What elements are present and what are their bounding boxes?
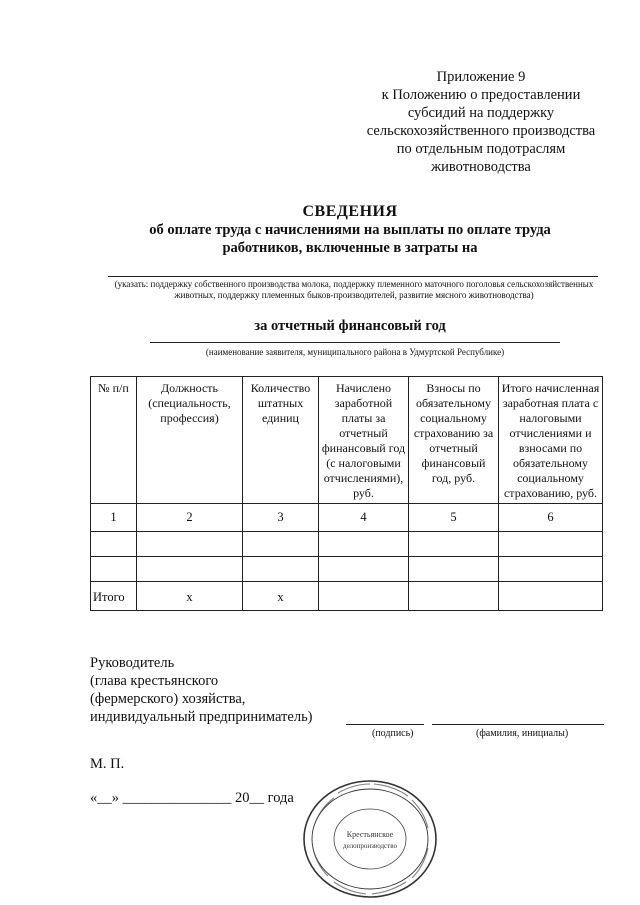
table-cell[interactable] bbox=[243, 557, 319, 582]
total-cell[interactable] bbox=[409, 582, 499, 611]
total-cell[interactable] bbox=[319, 582, 409, 611]
column-number-row bbox=[91, 504, 603, 532]
table-cell[interactable] bbox=[137, 557, 243, 582]
header-cell: Количество штатных единиц bbox=[243, 377, 319, 504]
column-number: 5 bbox=[409, 504, 499, 532]
table-cell[interactable] bbox=[499, 557, 603, 582]
table-row bbox=[91, 557, 603, 582]
column-number: 4 bbox=[319, 504, 409, 532]
appendix-line: животноводства bbox=[431, 159, 531, 175]
table-cell[interactable] bbox=[319, 557, 409, 582]
header-cell: Должность (специальность, профессия) bbox=[137, 377, 243, 504]
fill-line bbox=[108, 276, 598, 277]
column-number: 6 bbox=[499, 504, 603, 532]
salary-table bbox=[90, 376, 603, 611]
table-cell[interactable] bbox=[137, 532, 243, 557]
table-cell[interactable] bbox=[243, 532, 319, 557]
report-period-heading: за отчетный финансовый год bbox=[254, 318, 446, 334]
appendix-line: сельскохозяйственного производства bbox=[366, 123, 596, 139]
fill-line bbox=[150, 342, 560, 343]
total-cell[interactable] bbox=[499, 582, 603, 611]
title-line: об оплате труда с начислениями на выплаты по оплате труда bbox=[149, 222, 551, 238]
total-cell: х bbox=[243, 582, 319, 611]
table-header-row bbox=[91, 377, 603, 504]
signer-line: Руководитель bbox=[90, 655, 175, 671]
signer-block bbox=[90, 654, 313, 726]
support-type-note: (указать: поддержку собственного производства молока, поддержку племенного маточного поголовья сельскохозяйственных животных, поддержку племенных быков-производителей, развитие мясного животноводства) bbox=[114, 279, 594, 300]
appendix-line: Приложение 9 bbox=[436, 69, 526, 85]
signer-line: индивидуальный предприниматель) bbox=[90, 709, 313, 725]
title-line: работников, включенные в затраты на bbox=[222, 240, 478, 256]
date-line: «__» _______________ 20__ года bbox=[90, 790, 294, 806]
signer-line: (глава крестьянского bbox=[90, 673, 219, 689]
header-cell: № п/п bbox=[91, 377, 137, 504]
stamp-text: делопроизводство bbox=[343, 842, 397, 850]
stamp-text: Крестьянское bbox=[346, 830, 394, 839]
total-cell: х bbox=[137, 582, 243, 611]
applicant-note: (наименование заявителя, муниципального района в Удмуртской Республике) bbox=[205, 347, 505, 357]
header-cell: Взносы по обязательному социальному страхованию за отчетный финансовый год, руб. bbox=[409, 377, 499, 504]
signer-line: (фермерского) хозяйства, bbox=[90, 691, 246, 707]
appendix-line: субсидий на поддержку bbox=[407, 105, 555, 121]
stamp-place-label: М. П. bbox=[90, 756, 125, 772]
table-cell[interactable] bbox=[319, 532, 409, 557]
stamp-seal bbox=[300, 778, 440, 900]
name-line[interactable] bbox=[432, 724, 604, 725]
appendix-header bbox=[350, 68, 612, 176]
header-cell: Итого начисленная заработная плата с налоговыми отчислениями и взносами по обязательному социальному страхованию, руб. bbox=[499, 377, 603, 504]
appendix-line: по отдельным подотраслям bbox=[396, 141, 566, 157]
table-cell[interactable] bbox=[409, 532, 499, 557]
table-cell[interactable] bbox=[91, 532, 137, 557]
total-label: Итого bbox=[91, 582, 137, 611]
signature-label: (подпись) bbox=[372, 728, 414, 739]
document-title bbox=[90, 203, 610, 257]
name-label: (фамилия, инициалы) bbox=[476, 728, 569, 739]
total-row bbox=[91, 582, 603, 611]
table-cell[interactable] bbox=[499, 532, 603, 557]
title-main: СВЕДЕНИЯ bbox=[302, 203, 398, 220]
column-number: 1 bbox=[91, 504, 137, 532]
appendix-line: к Положению о предоставлении bbox=[381, 87, 581, 103]
column-number: 2 bbox=[137, 504, 243, 532]
table-cell[interactable] bbox=[409, 557, 499, 582]
table-cell[interactable] bbox=[91, 557, 137, 582]
header-cell: Начислено заработной платы за отчетный финансовый год (с налоговыми отчислениями), руб. bbox=[319, 377, 409, 504]
column-number: 3 bbox=[243, 504, 319, 532]
signature-line[interactable] bbox=[346, 724, 424, 725]
table-row bbox=[91, 532, 603, 557]
